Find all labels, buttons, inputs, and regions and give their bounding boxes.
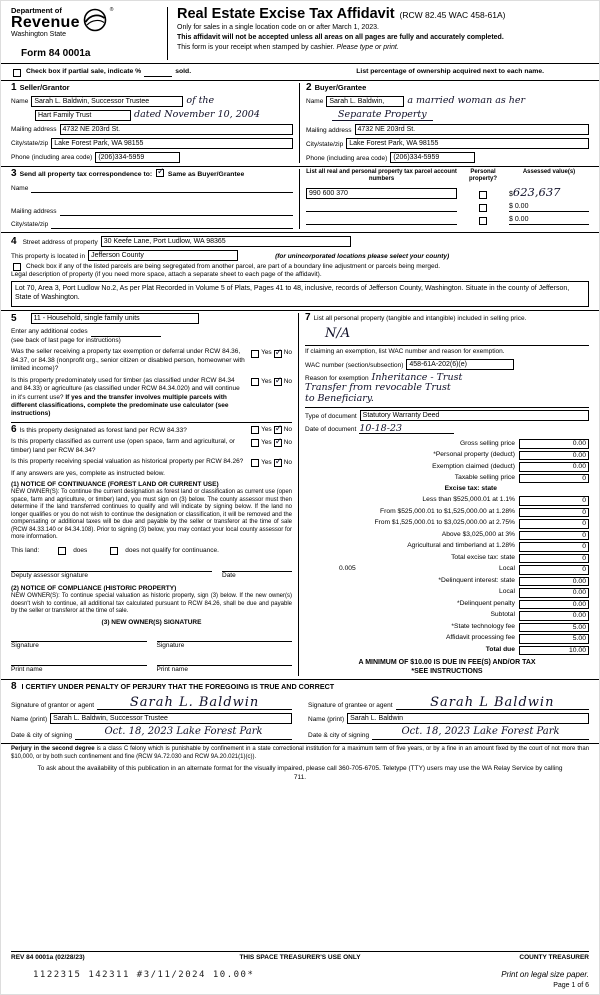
section-2-number: 2 — [306, 81, 312, 93]
grantee-date-city-handwriting: Oct. 18, 2023 Lake Forest Park — [401, 726, 560, 738]
additional-codes-label: Enter any additional codes — [11, 328, 88, 336]
buyer-name-label: Name — [306, 98, 324, 106]
type-of-document-label: Type of document — [305, 412, 357, 420]
grantee-signature-handwriting: Sarah L Baldwin — [430, 695, 555, 711]
wac-number-label: WAC number (section/subsection) — [305, 361, 404, 369]
does-label: does — [73, 546, 88, 554]
county-field[interactable]: Jefferson County — [88, 250, 238, 261]
middle-columns — [11, 313, 589, 676]
buyer-city-field[interactable]: Lake Forest Park, WA 98155 — [346, 138, 589, 149]
buyer-phone-field[interactable]: (206)334-5959 — [390, 152, 475, 163]
section-1-number: 1 — [11, 81, 17, 93]
alternate-format-notice: To ask about the availability of this publication in an alternate format for the visually impaired, please call 360-705-6705. Teletype (TTY) users may use the WA Relay Service by calling 711. — [37, 765, 563, 781]
same-as-buyer-checkbox[interactable]: ✓ — [157, 166, 165, 177]
parcel-number-field-3[interactable] — [306, 215, 457, 225]
reason-exemption-label: Reason for exemption — [305, 375, 369, 383]
delinquent-penalty-field[interactable]: 0.00 — [519, 600, 589, 610]
q6a-yes-checkbox[interactable] — [251, 426, 259, 434]
seller-city-label: City/state/zip — [11, 140, 49, 148]
wac-number-field[interactable]: 458-61A-202(6)(e) — [406, 359, 514, 370]
correspondence-mailing-label: Mailing address — [11, 207, 57, 215]
additional-codes-field[interactable] — [91, 327, 161, 337]
does-not-qualify-checkbox[interactable] — [110, 547, 118, 555]
segregated-checkbox[interactable] — [13, 263, 21, 271]
if-yes-note: If any answers are yes, complete as instructed below. — [11, 469, 165, 477]
personal-property-checkbox-3[interactable] — [479, 217, 487, 225]
parcel-number-field-2[interactable] — [306, 202, 457, 212]
grantor-signature-handwriting: Sarah L. Baldwin — [129, 695, 260, 711]
header-note-2: This affidavit will not be accepted unless all areas on all pages are fully and accurately completed. — [177, 34, 504, 42]
buyer-city-label: City/state/zip — [306, 140, 344, 148]
local-rate: 0.005 — [339, 565, 356, 573]
personal-property-value: N/A — [325, 326, 351, 342]
parcel-number-field-1[interactable]: 990 600 370 — [306, 188, 457, 199]
form-number: Form 84 0001a — [21, 47, 91, 59]
date-of-document-field[interactable] — [359, 424, 454, 434]
tier1-tax-field[interactable]: 0 — [519, 496, 589, 506]
grantor-printname-field[interactable]: Sarah L. Baldwin, Successor Trustee — [50, 713, 292, 724]
registered-mark: ® — [109, 7, 114, 13]
parties-section — [11, 83, 589, 164]
delinquent-interest-local-field[interactable]: 0.00 — [519, 588, 589, 598]
correspondence-parcels-section — [11, 166, 589, 229]
correspondence-city-label: City/state/zip — [11, 220, 49, 228]
personal-property-checkbox-2[interactable] — [479, 204, 487, 212]
section-5-number: 5 — [11, 312, 17, 324]
buyer-mailing-field[interactable]: 4732 NE 203rd St. — [355, 124, 589, 135]
tier3-tax-field[interactable]: 0 — [519, 519, 589, 529]
this-land-label: This land: — [11, 546, 40, 554]
left-column: 5 11 - Household, single family units Enter any additional codes (see back of last page for instructions) Was the seller receiving a property tax exemption or deferral under RCW 84.36, 84.37, or 84.38 (nonprofit org., senior citizen or disabled person, homeowner with limited income)? Yes ✓ No Is this property predominately used for timber (as classified under RCW 84.34 and 84.33) or agriculture (as classified under RCW 84.34.020) and will continue in it's current use? If yes and the transfer involves multiple parcels with different classifications, complete the predominate use calculator (see instructions) Yes ✓ No 6 Is this property designated as forest land per RCW 84.33? Yes ✓ No Is this property classified as current use (open space, farm and agricultural, or timber) land per RCW 84.34? Yes ✓ No Is this property receiving special valuation as historical property per RCW 84.26? Yes ✓ No If any answers are yes, complete as instructed below. (1) NOTICE OF CONTINUANCE (FOREST LAND OR CURRENT USE) NEW OWNER(S): To continue the current designation as forest land or classification as current use (open space, farm and agriculture, or timber) land, you must sign on (3) below. The county assessor must then determine if the land transferred continues to qualify and will indicate by signing below. If the land no longer qualifies or you do not wish to continue the designation or classification, it will be removed and the compensating or additional taxes will be due and payable by the seller or transferor at the time of sale (RCW 84.33.140 or 84.34.108). Prior to signing (3) below, you may contact your local county assessor for more information. This land: does does not qualify for continuance. Deputy assessor signature Date (2) NOTICE OF COMPLIANCE (HISTORIC PROPERTY) NEW OWNER(S): To continue special valuation as historic property, sign (3) below. If the new owner(s) doesn't wish to continue, all additional tax calculated pursuant to RCW 84.26, shall be due and payable by the seller or transferor at the time of sale. (3) NEW OWNER(S) SIGNATURE Signature Signature Print name Print name — [11, 313, 299, 676]
same-as-buyer-label: Same as Buyer/Grantee — [167, 171, 245, 179]
section-4-number: 4 — [11, 236, 17, 247]
grantor-date-city-field[interactable] — [75, 726, 292, 740]
seller-mailing-field[interactable]: 4732 NE 203rd St. — [60, 124, 293, 135]
q5a-yes-checkbox[interactable] — [251, 350, 259, 358]
seller-name-line2-handwriting: dated November 10, 2004 — [134, 109, 260, 121]
timber-agriculture-question: Is this property predominately used for timber (as classified under RCW 84.34 and 84.33) or agriculture (as classified under RCW 84.34.020) and will continue in it's current use? If yes and the transfer involves multiple parcels with different classifications, complete the predominate use calculator (see instructions) — [11, 376, 240, 418]
local-tax-field[interactable]: 0 — [519, 565, 589, 575]
divider — [1, 310, 599, 311]
tier2-tax-field[interactable]: 0 — [519, 508, 589, 518]
agency-name — [11, 7, 80, 40]
print-name-label: Print name — [11, 665, 43, 673]
reason-handwriting-1: Inheritance - Trust — [371, 372, 463, 384]
agency-name-line1: Department of — [11, 6, 62, 15]
does-not-label: does not qualify for continuance. — [125, 546, 219, 554]
seller-name-line2-field[interactable]: Hart Family Trust — [35, 110, 131, 121]
agency-state: Washington State — [11, 31, 66, 39]
taxable-selling-price-field[interactable]: 0 — [519, 474, 589, 484]
deputy-assessor-signature-field[interactable] — [11, 563, 212, 572]
unincorporated-note: (for unincorporated locations please select your county) — [275, 252, 450, 260]
buyer-phone-label: Phone (including area code) — [306, 154, 388, 162]
buyer-name-line2-handwriting: Separate Property — [332, 110, 433, 121]
reason-handwriting-3: to Beneficiary. — [305, 392, 374, 404]
grantor-signature-label: Signature of grantor or agent — [11, 701, 95, 709]
page-footer — [11, 951, 589, 990]
additional-codes-note: (see back of last page for instructions) — [11, 336, 121, 344]
seller-section — [11, 83, 300, 164]
notice-continuance-title: (1) NOTICE OF CONTINUANCE (FOREST LAND OR CURRENT USE) — [11, 481, 219, 488]
buyer-mailing-label: Mailing address — [306, 126, 352, 134]
personal-property-deduct-field[interactable]: 0.00 — [519, 451, 589, 461]
street-address-field[interactable]: 30 Keefe Lane, Port Ludlow, WA 98365 — [101, 236, 351, 247]
header-note-1: Only for sales in a single location code on or after March 1, 2023. — [177, 24, 379, 32]
dor-logo-icon — [83, 8, 107, 32]
partial-percent-field[interactable] — [144, 67, 172, 77]
q6b-no-checkbox[interactable]: ✓ — [274, 436, 283, 447]
property-section — [11, 236, 589, 307]
county-treasurer-label: COUNTY TREASURER — [519, 954, 590, 962]
grantee-printname-field[interactable]: Sarah L. Baldwin — [347, 713, 589, 724]
correspondence-city-field[interactable] — [51, 219, 293, 229]
divider — [1, 63, 599, 64]
q6a-no-checkbox[interactable]: ✓ — [274, 423, 283, 434]
seller-name-label: Name — [11, 98, 29, 106]
grantor-signature-field[interactable] — [97, 696, 292, 710]
parcel-numbers-header: List all real and personal property tax parcel account numbers — [306, 169, 457, 183]
new-owner-signature-field-1[interactable] — [11, 633, 147, 642]
correspondence-label: Send all property tax correspondence to: — [19, 171, 153, 179]
exemption-claimed-field[interactable]: 0.00 — [519, 462, 589, 472]
q5b-yes-checkbox[interactable] — [251, 378, 259, 386]
print-name-label: Print name — [156, 665, 188, 673]
divider — [1, 166, 599, 167]
page-number: Page 1 of 6 — [553, 981, 589, 989]
assessed-value-handwriting-1: 623,637 — [512, 184, 561, 199]
exemption-deferral-question: Was the seller receiving a property tax exemption or deferral under RCW 84.36, 84.37, or 84.38 (nonprofit org., senior citizen or disabled person, homeowner with limited income)? — [11, 348, 245, 373]
q6b-yes-checkbox[interactable] — [251, 439, 259, 447]
form-title: Real Estate Excise Tax Affidavit — [177, 6, 395, 22]
parcels-section — [300, 169, 589, 229]
q6c-yes-checkbox[interactable] — [251, 459, 259, 467]
grantor-signature-block — [11, 694, 300, 740]
reason-handwriting-2: Transfer from revocable Trust — [305, 382, 451, 394]
segregated-label: Check box if any of the listed parcels are being segregated from another parcel, are part of a boundary line adjustment or parcels being merged. — [26, 263, 441, 270]
grantee-printname-label: Name (print) — [308, 715, 345, 723]
seller-name-field[interactable]: Sarah L. Baldwin, Successor Trustee — [31, 96, 183, 107]
excise-tax-state-header: Excise tax: state — [444, 485, 497, 493]
q5b-no-checkbox[interactable]: ✓ — [274, 374, 283, 385]
header-divider — [167, 7, 168, 60]
notice-compliance-body: NEW OWNER(S): To continue special valuation as historic property, sign (3) below. If the new owner(s) doesn't wish to continue, all additional tax calculated pursuant to RCW 84.26, shall be due and payable by the seller or transferor at the time of sale. — [11, 593, 292, 615]
assessed-value-field-3[interactable]: $ 0.00 — [509, 215, 589, 225]
certification-title: I CERTIFY UNDER PENALTY OF PERJURY THAT THE FOREGOING IS TRUE AND CORRECT — [21, 682, 335, 692]
forest-land-question: 6 Is this property designated as forest land per RCW 84.33? — [11, 423, 187, 435]
q6c-no-checkbox[interactable]: ✓ — [274, 456, 283, 467]
minimum-due-note: A MINIMUM OF $10.00 IS DUE IN FEE(S) AND/OR TAX — [358, 659, 536, 667]
treasurer-space-label: THIS SPACE TREASURER'S USE ONLY — [239, 954, 361, 962]
grantee-signature-field[interactable] — [396, 696, 589, 710]
state-technology-fee-field[interactable]: 5.00 — [519, 623, 589, 633]
agency-name-line2: Revenue — [11, 14, 80, 32]
ownership-note: List percentage of ownership acquired next to each name. — [356, 67, 544, 75]
perjury-notice: Perjury in the second degree is a class C felony which is punishable by confinement in a state correctional institution for a maximum term of five years, or by a fine in an amount fixed by the court of not more than $10,000, or by both such confinement and fine (RCW 9A.72.030 and RCW 9A.20.021(1)(c)). — [11, 746, 590, 760]
historic-property-question: Is this property receiving special valuation as historical property per RCW 84.26? — [11, 458, 244, 466]
deputy-assessor-label: Deputy assessor signature — [11, 572, 88, 580]
delinquent-interest-state-field[interactable]: 0.00 — [519, 577, 589, 587]
seller-city-field[interactable]: Lake Forest Park, WA 98155 — [51, 138, 293, 149]
legal-description-label: Legal description of property (if you need more space, attach a separate sheet to each page of the affidavit). — [11, 271, 322, 279]
buyer-name-field[interactable]: Sarah L. Baldwin, — [326, 96, 404, 107]
see-instructions-note: *SEE INSTRUCTIONS — [411, 668, 483, 676]
notice-continuance-body: NEW OWNER(S): To continue the current designation as forest land or classification as current use (open space, farm and agriculture, or timber) land, you must sign on (3) below. The county assessor must then determine if the land transferred continues to qualify and will indicate by signing below. If the land no longer qualifies or you do not wish to continue the designation or classification, it will be removed and the compensating or additional taxes will be due and payable by the seller or transferor at the time of sale (RCW 84.33.140 or 84.34.108). Prior to signing (3) below, you may contact your local county assessor for more information. — [11, 489, 292, 541]
deputy-date-label: Date — [222, 572, 236, 580]
street-address-label: Street address of property — [22, 238, 98, 246]
deputy-date-field[interactable] — [222, 563, 292, 572]
title-block — [174, 7, 589, 60]
assessed-value-field-2[interactable]: $ 0.00 — [509, 202, 589, 212]
divider — [11, 422, 292, 423]
seller-mailing-label: Mailing address — [11, 126, 57, 134]
section-2-title: Buyer/Grantee — [314, 82, 367, 92]
personal-property-checkbox-1[interactable] — [479, 191, 487, 199]
legal-description-field[interactable]: Lot 70, Area 3, Port Ludlow No.2, As per Plat Recorded in Volume 5 of Plats, Pages 41 to 48, inclusive, records of Jefferson County, Washington. Situate in the county of Jefferson, State of Washington. — [11, 281, 589, 307]
tier4-tax-field[interactable]: 0 — [519, 531, 589, 541]
partial-sale-label: Check box if partial sale, indicate % — [26, 67, 142, 75]
does-qualify-checkbox[interactable] — [58, 547, 66, 555]
assessed-values-header: Assessed value(s) — [522, 169, 576, 176]
agency-block — [11, 7, 161, 60]
form-rcw-code: (RCW 82.45 WAC 458-61A) — [399, 10, 506, 20]
correspondence-name-label: Name — [11, 184, 29, 192]
notice-compliance-title: (2) NOTICE OF COMPLIANCE (HISTORIC PROPERTY) — [11, 584, 177, 592]
signature-label: Signature — [156, 642, 185, 650]
seller-phone-field[interactable]: (206)334-5959 — [95, 152, 180, 163]
type-of-document-field[interactable]: Statutory Warranty Deed — [360, 410, 589, 421]
section-8-number: 8 — [11, 681, 17, 693]
grantor-printname-label: Name (print) — [11, 715, 48, 723]
dollar-sign: $ — [509, 190, 513, 198]
signature-label: Signature — [11, 642, 39, 650]
divider — [305, 345, 589, 346]
correspondence-mailing-field[interactable] — [60, 206, 293, 216]
current-use-question: Is this property classified as current use (open space, farm and agricultural, or timber) land per RCW 84.34? — [11, 438, 235, 454]
personal-property-label: 7 List all personal property (tangible and intangible) included in selling price. — [305, 311, 527, 323]
partial-sold-label: sold. — [175, 67, 192, 75]
grantor-date-city-handwriting: Oct. 18, 2023 Lake Forest Park — [104, 726, 263, 738]
certification-section — [11, 682, 589, 740]
seller-phone-label: Phone (including area code) — [11, 154, 93, 162]
section-3-number: 3 — [11, 168, 17, 180]
personal-property-header: Personal property? — [468, 169, 497, 183]
q5a-no-checkbox[interactable]: ✓ — [274, 346, 283, 357]
total-excise-state-field[interactable]: 0 — [519, 554, 589, 564]
grantor-date-city-label: Date & city of signing — [11, 731, 73, 739]
divider — [1, 80, 599, 81]
cashier-stamp: 1122315 142311 #3/11/2024 10.00* — [33, 969, 255, 980]
date-of-document-label: Date of document — [305, 425, 357, 433]
new-owner-printname-field-1[interactable] — [11, 657, 147, 666]
partial-sale-checkbox[interactable] — [13, 69, 21, 77]
new-owner-signature-title: (3) NEW OWNER(S) SIGNATURE — [101, 618, 202, 626]
partial-sale-row — [11, 67, 589, 77]
buyer-section — [300, 83, 589, 164]
grantee-date-city-label: Date & city of signing — [308, 731, 370, 739]
divider — [1, 743, 599, 744]
new-owner-printname-field-2[interactable] — [157, 657, 293, 666]
new-owner-signature-field-2[interactable] — [157, 633, 293, 642]
divider — [1, 232, 599, 233]
divider — [1, 679, 599, 680]
divider — [305, 407, 589, 408]
seller-name-handwriting: of the — [186, 95, 215, 107]
total-due-field[interactable]: 10.00 — [519, 646, 589, 656]
affidavit-processing-fee-field[interactable]: 5.00 — [519, 634, 589, 644]
located-in-label: This property is located in — [11, 252, 86, 260]
header-note-3: This form is your receipt when stamped by cashier. Please type or print. — [177, 44, 399, 52]
subtotal-field[interactable]: 0.00 — [519, 611, 589, 621]
land-use-code-field[interactable]: 11 - Household, single family units — [31, 313, 199, 324]
form-header — [11, 7, 589, 60]
grantee-date-city-field[interactable] — [372, 726, 589, 740]
agricultural-timberland-field[interactable]: 0 — [519, 542, 589, 552]
rev-number: REV 84 0001a (02/28/23) — [11, 954, 85, 962]
gross-selling-price-field[interactable]: 0.00 — [519, 439, 589, 449]
grantee-signature-label: Signature of grantee or agent — [308, 701, 393, 709]
correspondence-name-field[interactable] — [31, 183, 293, 193]
buyer-name-handwriting: a married woman as her — [407, 95, 526, 107]
grantee-signature-block — [300, 694, 589, 740]
section-1-title: Seller/Grantor — [19, 82, 70, 92]
correspondence-section — [11, 166, 300, 229]
right-column: 7 List all personal property (tangible and intangible) included in selling price. N/A If claiming an exemption, list WAC number and reason for exemption. WAC number (section/subsection) 458-61A-202(6)(e) Reason for exemption Inheritance - Trust Transfer from revocable Trust to Beneficiary. Type of document Statutory Warranty Deed Date of document 10-18-23 Gross selling price 0.00 *Personal property (deduct) 0.00 Exemption claimed (deduct) 0.00 Taxable selling price 0 Excise tax: state Less than $525,000.01 at 1.1% 0 From $525,000.01 to $1,525,000.00 at 1.28% 0 From $1,525,000.01 to $3,025,000.00 at 2.75% 0 Above $3,025,000 at 3% 0 Agricultural and timberland at 1.28% 0 Total excise tax: state 0 0.005 Local 0 *Delinquent interest: state 0.00 Local 0.00 *Delinquent penalty 0.00 Subtotal 0.00 *State technology fee 5.00 Affidavit processing fee 5.00 Total due 10.00 A MINIMUM OF $10.00 IS DUE IN FEE(S) AND/OR TAX *SEE INSTRUCTIONS — [299, 313, 589, 676]
date-of-document-handwriting: 10-18-23 — [359, 423, 402, 435]
legal-paper-note: Print on legal size paper. — [501, 969, 589, 979]
exemption-note: If claiming an exemption, list WAC number and reason for exemption. — [305, 347, 505, 355]
